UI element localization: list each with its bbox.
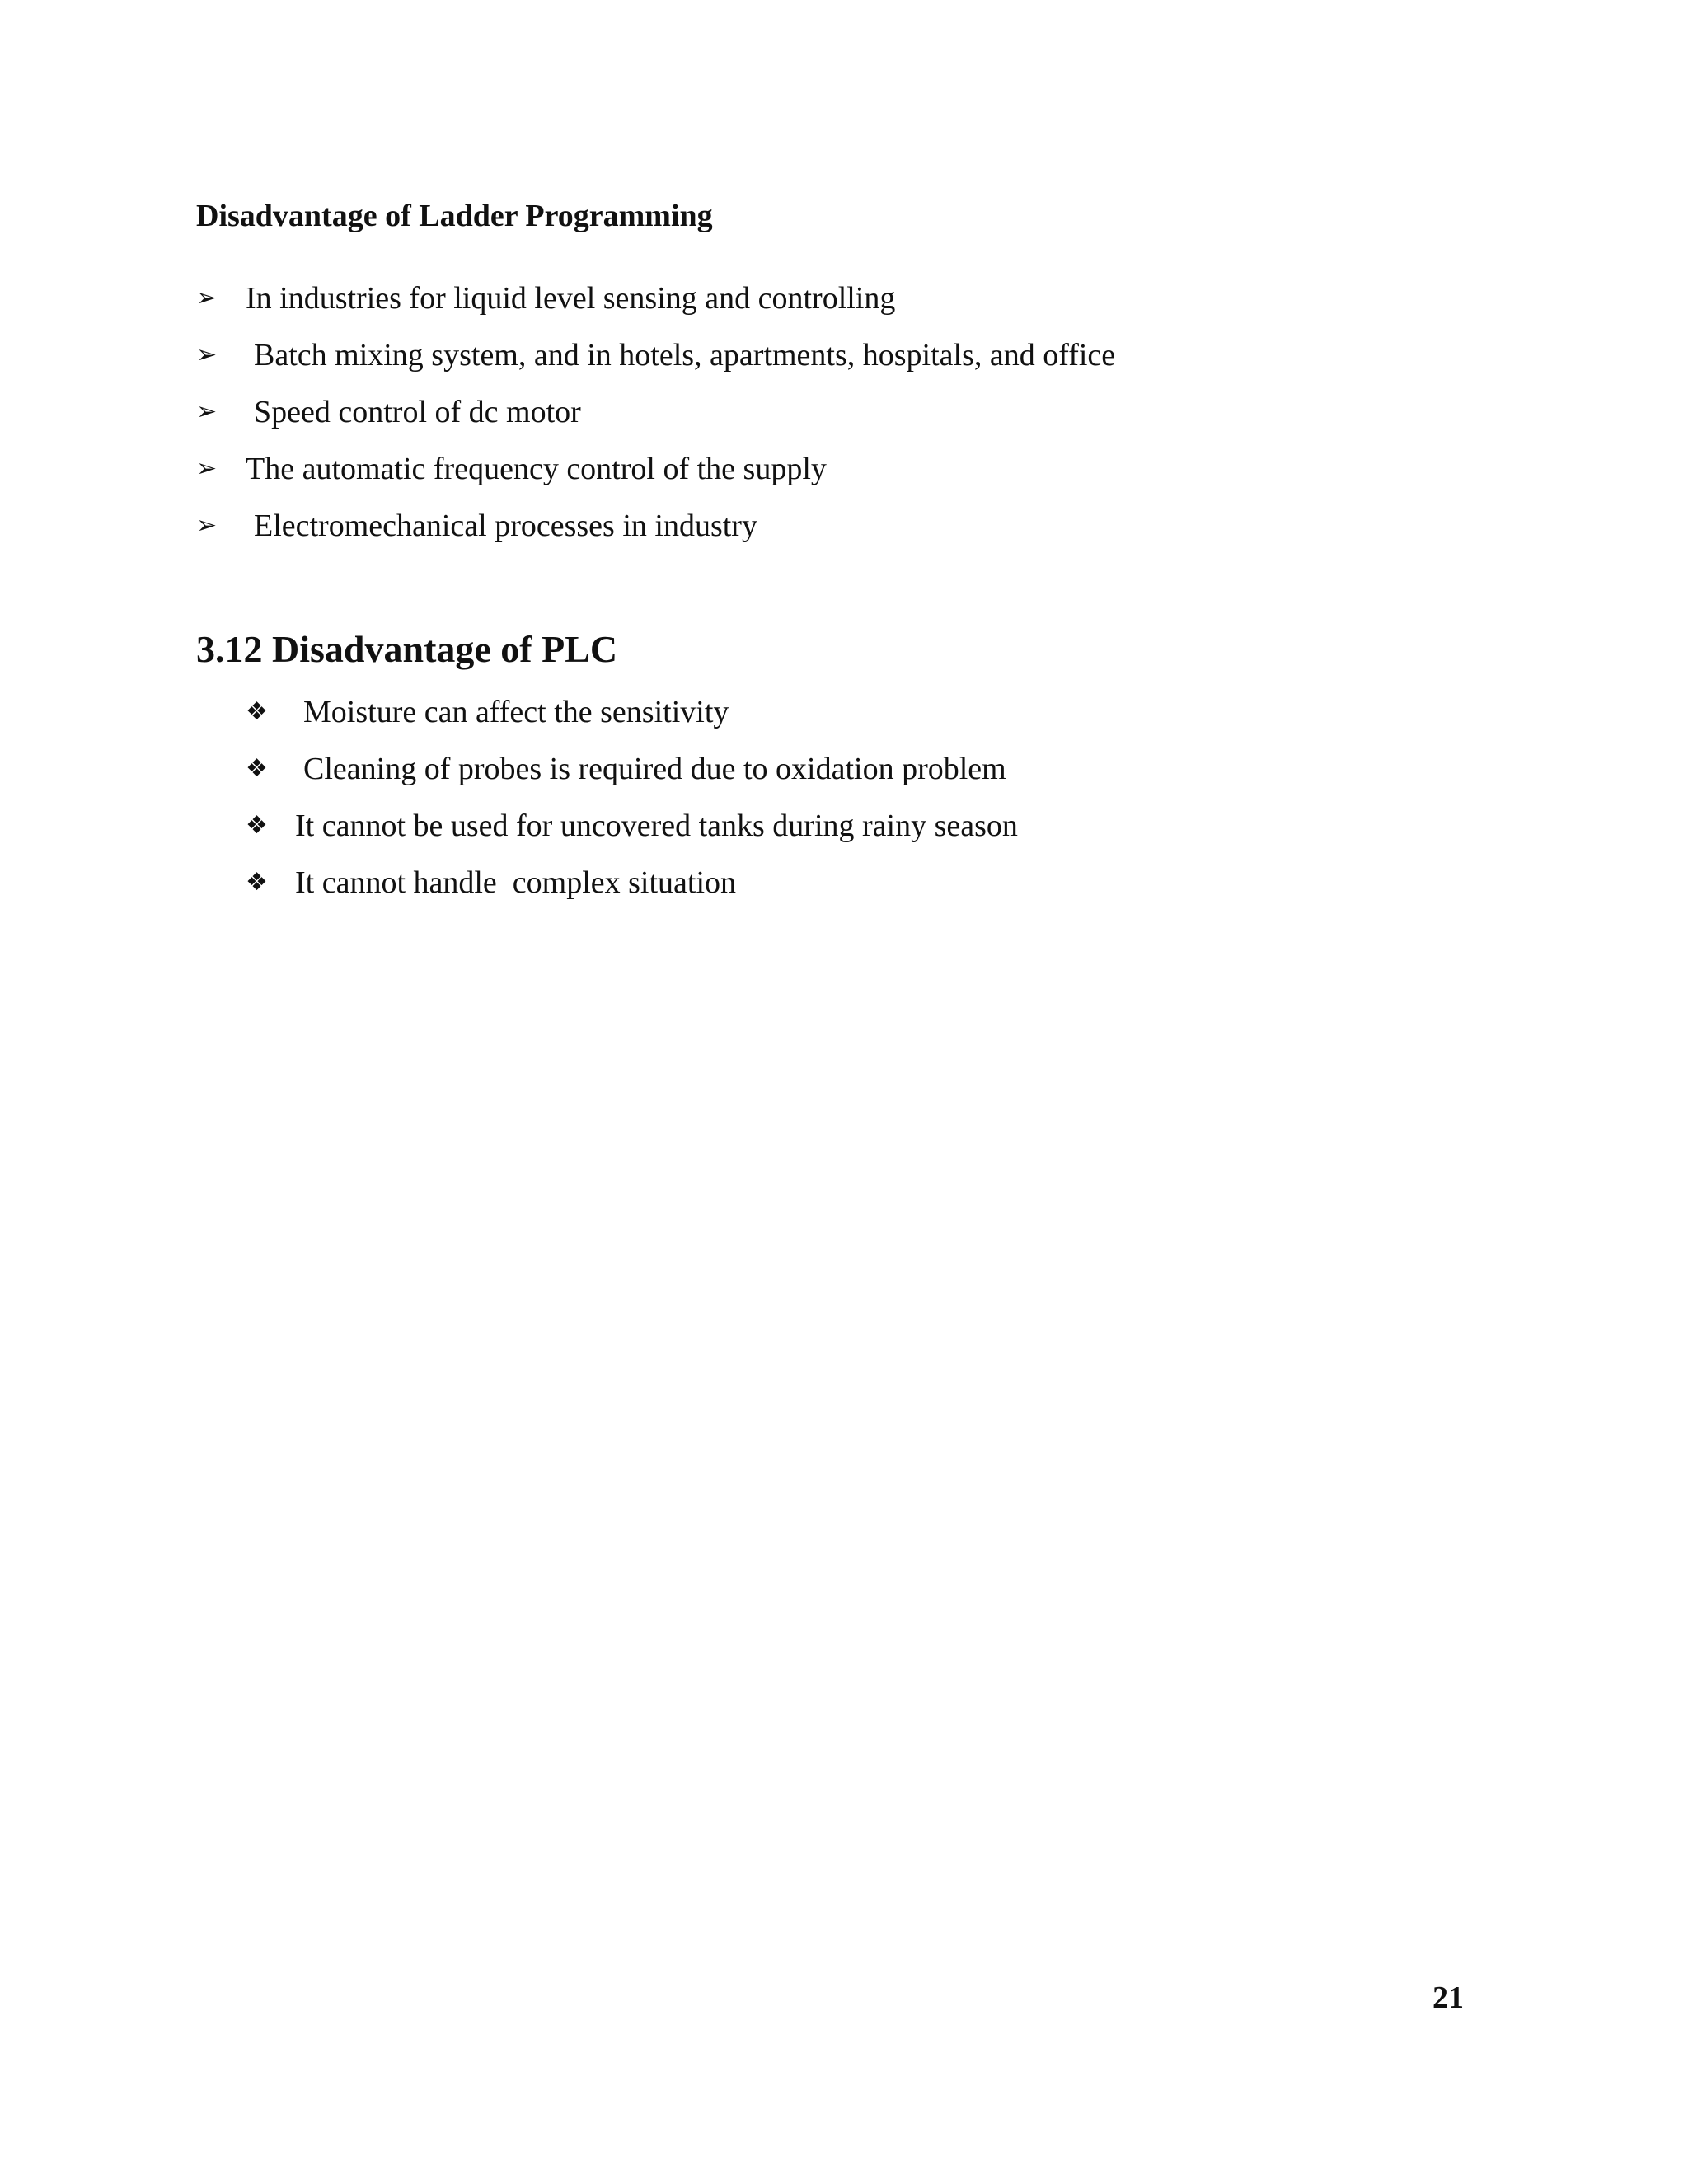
list-item-text: Speed control of dc motor [254, 395, 581, 429]
arrow-bullet-icon: ➢ [196, 397, 218, 426]
list-item-text: It cannot be used for uncovered tanks during rainy season [295, 808, 1018, 843]
list-item-text: In industries for liquid level sensing and controlling [246, 281, 896, 316]
arrow-bullet-icon: ➢ [196, 511, 218, 540]
arrow-bullet-icon: ➢ [196, 284, 218, 312]
list-item [246, 806, 1018, 863]
page-number: 21 [1432, 1980, 1464, 2015]
four-diamond-bullet-icon: ❖ [246, 754, 268, 783]
list-item [246, 749, 1018, 806]
arrow-bullet-icon: ➢ [196, 454, 218, 483]
diamond-bullet-list [246, 692, 1018, 920]
list-item-text: It cannot handle complex situation [295, 865, 737, 900]
list-item [196, 392, 1115, 449]
list-item-text: The automatic frequency control of the supply [246, 452, 827, 486]
section-heading: 3.12 Disadvantage of PLC [196, 628, 618, 670]
list-item [246, 692, 1018, 749]
sub-heading: Disadvantage of Ladder Programming [196, 199, 713, 233]
four-diamond-bullet-icon: ❖ [246, 697, 268, 726]
four-diamond-bullet-icon: ❖ [246, 868, 268, 897]
list-item-text: Cleaning of probes is required due to oxidation problem [303, 752, 1006, 786]
list-item [246, 863, 1018, 920]
arrow-bullet-list [196, 279, 1115, 563]
list-item [196, 449, 1115, 506]
list-item-text: Batch mixing system, and in hotels, apartments, hospitals, and office [254, 338, 1116, 373]
list-item-text: Moisture can affect the sensitivity [303, 695, 729, 729]
list-item [196, 506, 1115, 563]
list-item-text: Electromechanical processes in industry [254, 509, 757, 543]
list-item [196, 279, 1115, 335]
arrow-bullet-icon: ➢ [196, 340, 218, 369]
list-item [196, 335, 1115, 392]
four-diamond-bullet-icon: ❖ [246, 811, 268, 840]
